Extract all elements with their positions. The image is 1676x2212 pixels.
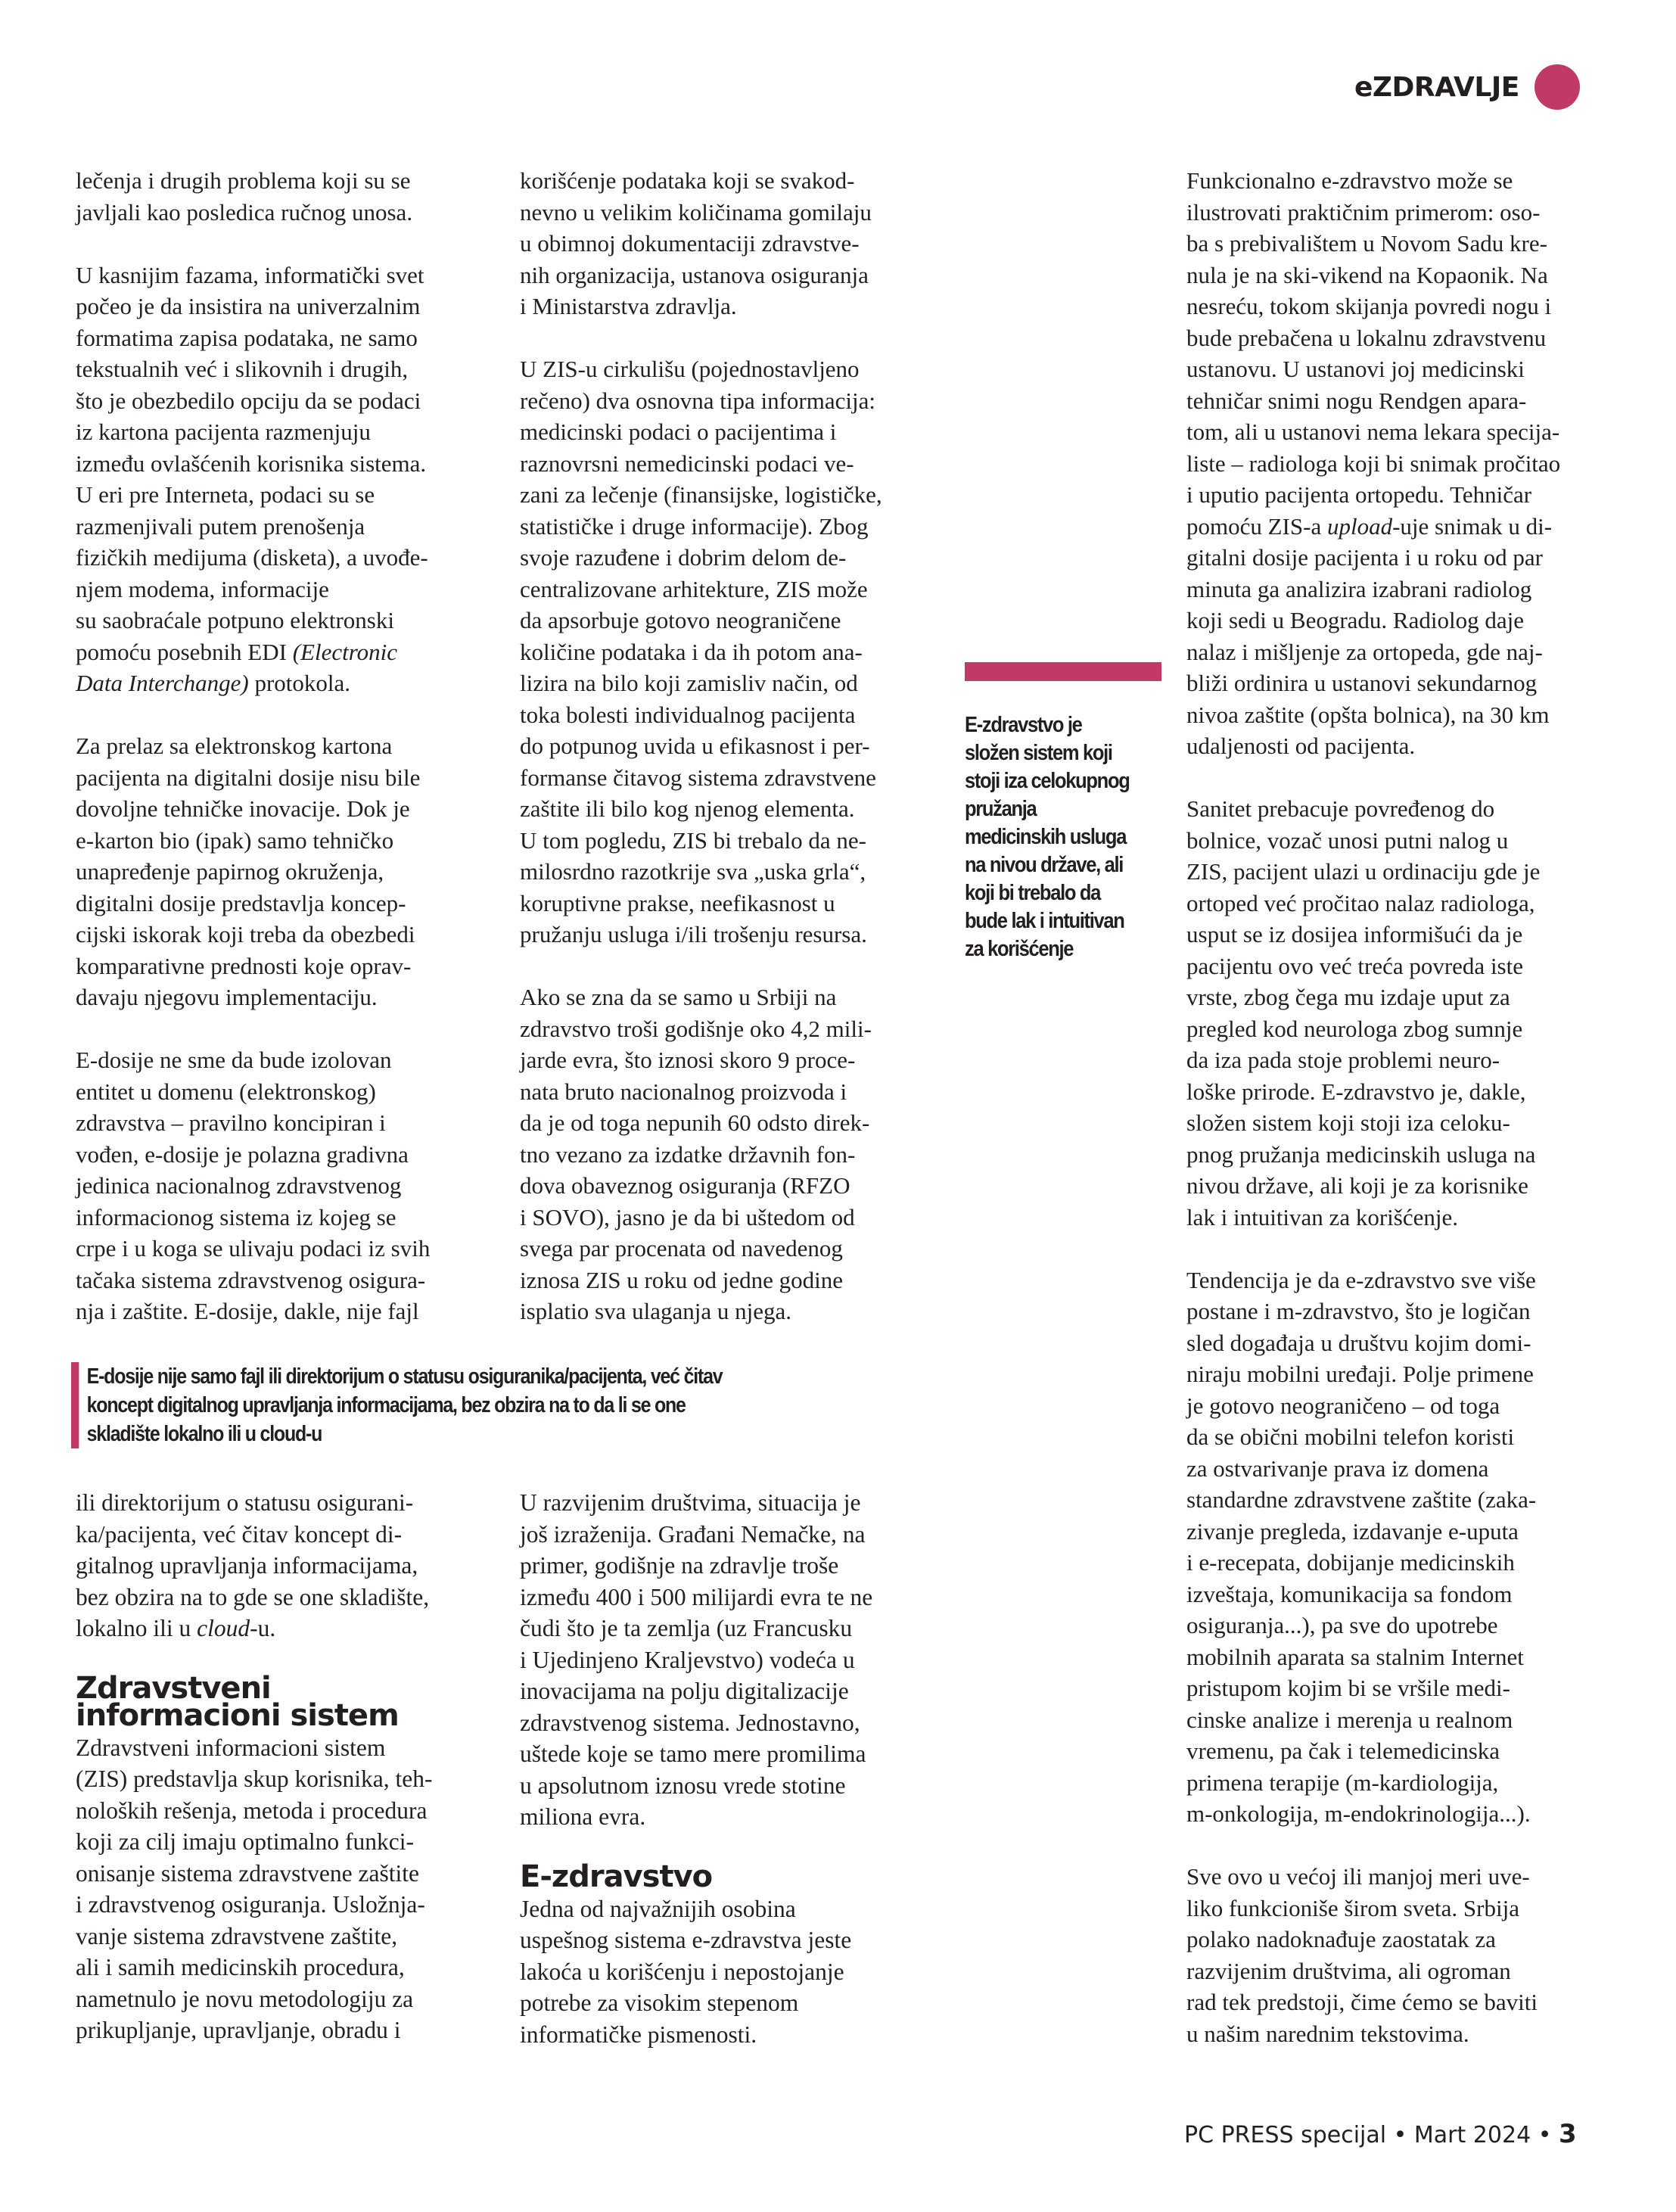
text-line: koruptivne prakse, neefikasnost u bbox=[520, 889, 835, 916]
text-line: informatičke pismenosti. bbox=[520, 2021, 757, 2048]
text-line bbox=[76, 636, 484, 668]
section-tag bbox=[1354, 64, 1580, 110]
text-line: bolnice, vozač unosi putni nalog u bbox=[1186, 826, 1509, 854]
text-line: ortoped već pročitao nalaz radiologa, bbox=[1186, 889, 1535, 916]
text-line: lizira na bilo koji zamisliv način, od bbox=[520, 670, 858, 696]
paragraph-lines bbox=[76, 1487, 499, 1613]
text-line: centralizovane arhitekture, ZIS može bbox=[520, 575, 868, 602]
text-line: vanje sistema zdravstvene zaštite, bbox=[76, 1922, 398, 1949]
text-line: toka bolesti individualnog pacijenta bbox=[520, 701, 856, 728]
text-line: gitalnog upravljanja informacijama, bbox=[76, 1552, 418, 1579]
paragraph bbox=[76, 1044, 484, 1327]
text-line: ili direktorijum o statusu osigurani- bbox=[76, 1489, 414, 1516]
text-line: su saobraćale potpuno elektronski bbox=[76, 607, 394, 633]
text-span: protokola. bbox=[248, 670, 351, 696]
text-line: uspešnog sistema e-zdravstva jeste bbox=[520, 1927, 852, 1953]
page-number: 3 bbox=[1558, 2119, 1577, 2149]
text-line: U ZIS-u cirkulišu (pojednostavljeno bbox=[520, 356, 860, 382]
text-line: formanse čitavog sistema zdravstvene bbox=[520, 764, 876, 791]
text-line: Za prelaz sa elektronskog kartona bbox=[76, 733, 393, 759]
text-line: da je od toga nepunih 60 odsto direk- bbox=[520, 1109, 870, 1136]
text-line: nesreću, tokom skijanja povredi nogu i bbox=[1186, 293, 1552, 319]
text-line: zaštite ili bilo kog njenog elementa. bbox=[520, 795, 855, 822]
text-line: i uputio pacijenta ortopedu. Tehničar bbox=[1186, 481, 1532, 508]
text-line bbox=[76, 1613, 499, 1644]
text-line: u apsolutnom iznosu vrede stotine bbox=[520, 1772, 846, 1799]
text-line: izveštaja, komunikacija sa fondom bbox=[1186, 1580, 1513, 1607]
text-line: da se obični mobilni telefon koristi bbox=[1186, 1423, 1515, 1450]
text-line: medicinski podaci o pacijentima i bbox=[520, 418, 837, 445]
publication-name: PC PRESS specijal bbox=[1184, 2122, 1387, 2148]
paragraph bbox=[520, 165, 944, 322]
text-line: postane i m-zdravstvo, što je logičan bbox=[1186, 1298, 1531, 1324]
text-line: bude lak i intuitivan bbox=[965, 909, 1124, 933]
text-line: lečenja i drugih problema koji su se bbox=[76, 167, 411, 194]
paragraph bbox=[520, 1893, 944, 2051]
column-1-top bbox=[76, 165, 484, 1327]
text-line: E-dosije ne sme da bude izolovan bbox=[76, 1047, 392, 1073]
text-line: primena terapije (m-kardiologija, bbox=[1186, 1769, 1499, 1796]
text-line: iznosa ZIS u roku od jedne godine bbox=[520, 1266, 844, 1293]
text-line: jedinica nacionalnog zdravstvenog bbox=[76, 1172, 402, 1199]
text-line: nevno u velikim količinama gomilaju bbox=[520, 198, 872, 226]
text-line: tačaka sistema zdravstvenog osigura- bbox=[76, 1266, 426, 1293]
text-span: -u. bbox=[250, 1615, 276, 1641]
text-line: E-dosije nije samo fajl ili direktorijum o statusu osiguranika/pacijenta, već čitav bbox=[86, 1364, 723, 1389]
text-line: između ovlašćenih korisnika sistema. bbox=[76, 450, 427, 477]
text-line: tno vezano za izdatke državnih fon- bbox=[520, 1140, 856, 1168]
text-line: loške prirode. E-zdravstvo je, dakle, bbox=[1186, 1078, 1526, 1105]
text-line: bude prebačena u lokalnu zdravstvenu bbox=[1186, 324, 1547, 351]
section-heading: Zdravstveni bbox=[76, 1670, 271, 1706]
text-line: entitet u domenu (elektronskog) bbox=[76, 1078, 376, 1105]
text-line: ba s prebivalištem u Novom Sadu kre- bbox=[1186, 230, 1547, 257]
text-line: potrebe za visokim stepenom bbox=[520, 1990, 799, 2016]
text-line: složen sistem koji bbox=[965, 741, 1112, 765]
text-line: količine podataka i da ih potom ana- bbox=[520, 638, 863, 665]
text-line: pregled kod neurologa zbog sumnje bbox=[1186, 1015, 1523, 1042]
text-line: zani za lečenje (finansijske, logističke, bbox=[520, 481, 882, 508]
text-line: usput se iz dosijea informišući da je bbox=[1186, 921, 1523, 947]
text-line: formatima zapisa podataka, ne samo bbox=[76, 324, 418, 351]
text-line: nalaz i mišljenje za ortopeda, gde naj- bbox=[1186, 638, 1543, 665]
text-line: sled događaja u društvu kojim domi- bbox=[1186, 1329, 1531, 1356]
text-line: svega par procenata od navedenog bbox=[520, 1235, 843, 1262]
paragraph bbox=[520, 353, 944, 950]
text-line: zdravstvo troši godišnje oko 4,2 mili- bbox=[520, 1015, 872, 1042]
text-line: Sanitet prebacuje povređenog do bbox=[1186, 795, 1495, 822]
text-line: crpe i u koga se ulivaju podaci iz svih bbox=[76, 1235, 431, 1262]
accent-bar bbox=[965, 662, 1161, 681]
accent-dot-icon bbox=[1535, 64, 1580, 110]
text-line: nata bruto nacionalnog proizvoda i bbox=[520, 1078, 847, 1105]
italic-term: (Electronic bbox=[292, 638, 398, 665]
text-line: mobilnih aparata sa stalnim Internet bbox=[1186, 1643, 1524, 1670]
separator-dot: • bbox=[1393, 2122, 1407, 2148]
text-line: osiguranja...), pa sve do upotrebe bbox=[1186, 1612, 1498, 1638]
text-line: i Ministarstva zdravlja. bbox=[520, 293, 737, 319]
text-line: skladište lokalno ili u cloud-u bbox=[86, 1422, 322, 1446]
text-line: i SOVO), jasno je da bi uštedom od bbox=[520, 1203, 855, 1230]
text-line: pružanju usluga i/ili trošenju resursa. bbox=[520, 921, 867, 947]
text-line: inovacijama na polju digitalizacije bbox=[520, 1678, 849, 1704]
text-line bbox=[1186, 511, 1640, 543]
text-line: Tendencija je da e-zdravstvo sve više bbox=[1186, 1266, 1536, 1293]
text-line: zdravstvenog sistema. Jednostavno, bbox=[520, 1709, 860, 1736]
text-line: nivoa zaštite (opšta bolnica), na 30 km bbox=[1186, 701, 1550, 728]
text-line: svoje razuđene i dobrim delom de- bbox=[520, 544, 847, 571]
text-span: -uje snimak u di- bbox=[1392, 512, 1553, 540]
text-line: udaljenosti od pacijenta. bbox=[1186, 733, 1416, 759]
text-line: m-onkologija, m-endokrinologija...). bbox=[1186, 1800, 1531, 1827]
text-line: milosrdno razotkrije sva „uska grla“, bbox=[520, 858, 866, 885]
paragraph bbox=[1186, 1861, 1640, 2049]
text-line: tehničar snimi nogu Rendgen apara- bbox=[1186, 387, 1527, 414]
text-line: da iza pada stoje problemi neuro- bbox=[1186, 1047, 1500, 1073]
text-line: informacionog sistema iz kojeg se bbox=[76, 1203, 396, 1230]
paragraph bbox=[1186, 165, 1640, 762]
text-line: komparativne prednosti koje oprav- bbox=[76, 952, 412, 979]
text-line: unapređenje papirnog okruženja, bbox=[76, 858, 384, 885]
text-line: ilustrovati praktičnim primerom: oso- bbox=[1186, 198, 1541, 226]
text-line bbox=[76, 667, 484, 699]
text-line: primer, godišnje na zdravlje troše bbox=[520, 1552, 839, 1579]
text-line: pnog pružanja medicinskih usluga na bbox=[1186, 1140, 1536, 1168]
column-1-bottom bbox=[76, 1487, 499, 2046]
issue-date: Mart 2024 bbox=[1413, 2122, 1531, 2148]
text-line: za korišćenje bbox=[965, 937, 1074, 961]
text-line: pružanja bbox=[965, 797, 1037, 821]
text-line: čudi što je ta zemlja (uz Francusku bbox=[520, 1615, 853, 1641]
text-line: noloških rešenja, metoda i procedura bbox=[76, 1797, 428, 1824]
italic-term: upload bbox=[1326, 512, 1393, 540]
text-line: stoji iza celokupnog bbox=[965, 769, 1130, 793]
text-line: standardne zdravstvene zaštite (zaka- bbox=[1186, 1486, 1537, 1513]
text-line: bez obzira na to gde se one skladište, bbox=[76, 1583, 430, 1610]
text-line: još izraženija. Građani Nemačke, na bbox=[520, 1520, 866, 1548]
text-line: lak i intuitivan za korišćenje. bbox=[1186, 1203, 1458, 1230]
text-line: medicinskih usluga bbox=[965, 825, 1127, 849]
column-2-top bbox=[520, 165, 944, 1327]
text-line: nivou države, ali koji je za korisnike bbox=[1186, 1172, 1528, 1199]
text-line: što je obezbedilo opciju da se podaci bbox=[76, 387, 421, 414]
text-line: nih organizacija, ustanova osiguranja bbox=[520, 261, 869, 288]
text-line: dova obaveznog osiguranja (RFZO bbox=[520, 1172, 850, 1199]
text-line: zivanje pregleda, izdavanje e-uputa bbox=[1186, 1517, 1519, 1545]
text-line: U kasnijim fazama, informatički svet bbox=[76, 261, 424, 288]
text-line: njem modema, informacije bbox=[76, 575, 329, 602]
text-line: vrste, zbog čega mu izdaje uput za bbox=[1186, 984, 1510, 1010]
separator-dot: • bbox=[1538, 2122, 1552, 2148]
text-line: vremenu, pa čak i telemedicinska bbox=[1186, 1738, 1500, 1764]
paragraph bbox=[76, 1487, 499, 1644]
text-line: u obimnoj dokumentaciji zdravstve- bbox=[520, 230, 860, 257]
text-line: složen sistem koji stoji iza celoku- bbox=[1186, 1109, 1510, 1136]
text-line: koji za cilj imaju optimalno funkci- bbox=[76, 1828, 415, 1855]
text-line: lakoća u korišćenju i nepostojanje bbox=[520, 1958, 844, 1985]
text-line: digitalni dosije predstavlja koncep- bbox=[76, 889, 406, 916]
text-line: da apsorbuje gotovo neograničene bbox=[520, 607, 841, 633]
text-line: za ostvarivanje prava iz domena bbox=[1186, 1454, 1489, 1482]
text-line: davaju njegovu implementaciju. bbox=[76, 984, 378, 1010]
text-line: U eri pre Interneta, podaci su se bbox=[76, 481, 375, 508]
text-line: na nivou države, ali bbox=[965, 853, 1124, 877]
text-line: prikupljanje, upravljanje, obradu i bbox=[76, 2017, 401, 2043]
text-line: ZIS, pacijent ulazi u ordinaciju gde je bbox=[1186, 858, 1541, 885]
text-line: statističke i druge informacije). Zbog bbox=[520, 512, 869, 540]
text-line: polako nadoknađuje zaostatak za bbox=[1186, 1926, 1496, 1952]
pull-quote bbox=[71, 1362, 770, 1448]
text-line: raznovrsni nemedicinski podaci ve- bbox=[520, 450, 854, 477]
text-line: pristupom kojim bi se vršile medi- bbox=[1186, 1675, 1510, 1701]
paragraph-lines bbox=[76, 260, 484, 636]
section-heading: E-zdravstvo bbox=[520, 1859, 713, 1894]
text-line: cinske analize i merenja u realnom bbox=[1186, 1706, 1513, 1733]
paragraph bbox=[1186, 1265, 1640, 1830]
text-line: Sve ovo u većoj ili manjoj meri uve- bbox=[1186, 1863, 1530, 1890]
text-line: U tom pogledu, ZIS bi trebalo da ne- bbox=[520, 826, 867, 854]
page-footer bbox=[1184, 2119, 1577, 2149]
text-line: tekstualnih već i slikovnih i drugih, bbox=[76, 356, 409, 382]
text-line: bliži ordinira u ustanovi sekundarnog bbox=[1186, 670, 1538, 696]
section-label: eZDRAVLJE bbox=[1354, 71, 1519, 103]
text-line: između 400 i 500 milijardi evra te ne bbox=[520, 1583, 873, 1610]
text-line: nula je na ski-vikend na Kopaonik. Na bbox=[1186, 261, 1548, 288]
text-line: isplatio sva ulaganja u njega. bbox=[520, 1298, 791, 1324]
text-line: vođen, e-dosije je polazna gradivna bbox=[76, 1140, 409, 1168]
text-line: iz kartona pacijenta razmenjuju bbox=[76, 418, 371, 445]
paragraph bbox=[76, 1732, 499, 2046]
text-line: cijski iskorak koji treba da obezbedi bbox=[76, 921, 415, 947]
text-line: Ako se zna da se samo u Srbiji na bbox=[520, 984, 837, 1010]
text-line: e-karton bio (ipak) samo tehničko bbox=[76, 826, 394, 854]
text-line: je gotovo neograničeno – od toga bbox=[1186, 1392, 1500, 1419]
text-line: Jedna od najvažnijih osobina bbox=[520, 1895, 796, 1922]
text-line: jarde evra, što iznosi skoro 9 proce- bbox=[520, 1047, 856, 1073]
text-line: rečeno) dva osnovna tipa informacija: bbox=[520, 387, 875, 414]
text-span: pomoću ZIS-a bbox=[1186, 512, 1327, 540]
text-line: ka/pacijenta, već čitav koncept di- bbox=[76, 1520, 403, 1548]
text-line: liste – radiologa koji bi snimak pročitao bbox=[1186, 450, 1561, 477]
text-line: koncept digitalnog upravljanja informacijama, bez obzira na to da li se one bbox=[86, 1393, 686, 1417]
text-line: Zdravstveni informacioni sistem bbox=[76, 1734, 386, 1761]
text-line: tom, ali u ustanovi nema lekara specija- bbox=[1186, 418, 1560, 445]
text-line: (ZIS) predstavlja skup korisnika, teh- bbox=[76, 1766, 433, 1792]
text-line: liko funkcioniše širom sveta. Srbija bbox=[1186, 1894, 1519, 1921]
text-line: minuta ga analizira izabrani radiolog bbox=[1186, 575, 1532, 602]
paragraph bbox=[76, 165, 484, 228]
text-line: nja i zaštite. E-dosije, dakle, nije fajl bbox=[76, 1298, 419, 1324]
text-line: razvijenim društvima, ali ogroman bbox=[1186, 1957, 1511, 1984]
paragraph bbox=[520, 1487, 944, 1833]
text-line: i zdravstvenog osiguranja. Usložnja- bbox=[76, 1891, 425, 1918]
text-line: koji bi trebalo da bbox=[965, 881, 1101, 905]
italic-term: cloud bbox=[197, 1615, 250, 1641]
text-line: ustanovu. U ustanovi joj medicinski bbox=[1186, 356, 1525, 382]
paragraph bbox=[76, 730, 484, 1013]
column-2-bottom bbox=[520, 1487, 944, 2050]
text-line: onisanje sistema zdravstvene zaštite bbox=[76, 1859, 419, 1887]
section-heading: informacioni sistem bbox=[76, 1697, 399, 1733]
text-line: pacijenta na digitalni dosije nisu bile bbox=[76, 764, 421, 791]
text-span: lokalno ili u bbox=[76, 1615, 197, 1641]
paragraph bbox=[1186, 793, 1640, 1233]
text-line: razmenjivali putem prenošenja bbox=[76, 512, 365, 540]
text-line: miliona evra. bbox=[520, 1803, 646, 1830]
text-line: nametnulo je novu metodologiju za bbox=[76, 1985, 414, 2012]
text-line: i e-recepata, dobijanje medicinskih bbox=[1186, 1549, 1515, 1576]
text-line: U razvijenim društvima, situacija je bbox=[520, 1489, 861, 1516]
text-line: i Ujedinjeno Kraljevstvo) vodeća u bbox=[520, 1646, 855, 1673]
text-line: do potpunog uvida u efikasnost i per- bbox=[520, 733, 870, 759]
side-quote bbox=[965, 662, 1161, 963]
text-line: niraju mobilni uređaji. Polje primene bbox=[1186, 1361, 1534, 1387]
text-line: koji sedi u Beogradu. Radiolog daje bbox=[1186, 607, 1524, 633]
text-line: zdravstva – pravilno koncipiran i bbox=[76, 1109, 386, 1136]
paragraph bbox=[76, 260, 484, 699]
text-line: rad tek predstoji, čime ćemo se baviti bbox=[1186, 1989, 1538, 2015]
text-line: u našim narednim tekstovima. bbox=[1186, 2020, 1469, 2047]
text-line: ali i samih medicinskih procedura, bbox=[76, 1954, 405, 1980]
side-quote-text bbox=[965, 711, 1138, 963]
text-line: fizičkih medijuma (disketa), a uvođe- bbox=[76, 544, 428, 571]
italic-term: Data Interchange) bbox=[76, 670, 249, 696]
text-span: pomoću posebnih EDI bbox=[76, 638, 293, 665]
text-line: počeo je da insistira na univerzalnim bbox=[76, 293, 421, 319]
text-line: pacijentu ovo već treća povreda iste bbox=[1186, 952, 1523, 979]
text-line: Funkcionalno e-zdravstvo može se bbox=[1186, 167, 1513, 194]
text-line: dovoljne tehničke inovacije. Dok je bbox=[76, 795, 410, 822]
text-line: uštede koje se tamo mere promilima bbox=[520, 1741, 866, 1767]
text-line: javljali kao posledica ručnog unosa. bbox=[76, 198, 413, 226]
text-line: korišćenje podataka koji se svakod- bbox=[520, 167, 855, 194]
paragraph bbox=[520, 982, 944, 1327]
text-line: E-zdravstvo je bbox=[965, 713, 1082, 737]
paragraph-lines bbox=[1186, 165, 1640, 511]
paragraph-lines bbox=[1186, 542, 1640, 762]
column-3 bbox=[1186, 165, 1640, 2049]
text-line: gitalni dosije pacijenta i u roku od par bbox=[1186, 544, 1543, 571]
